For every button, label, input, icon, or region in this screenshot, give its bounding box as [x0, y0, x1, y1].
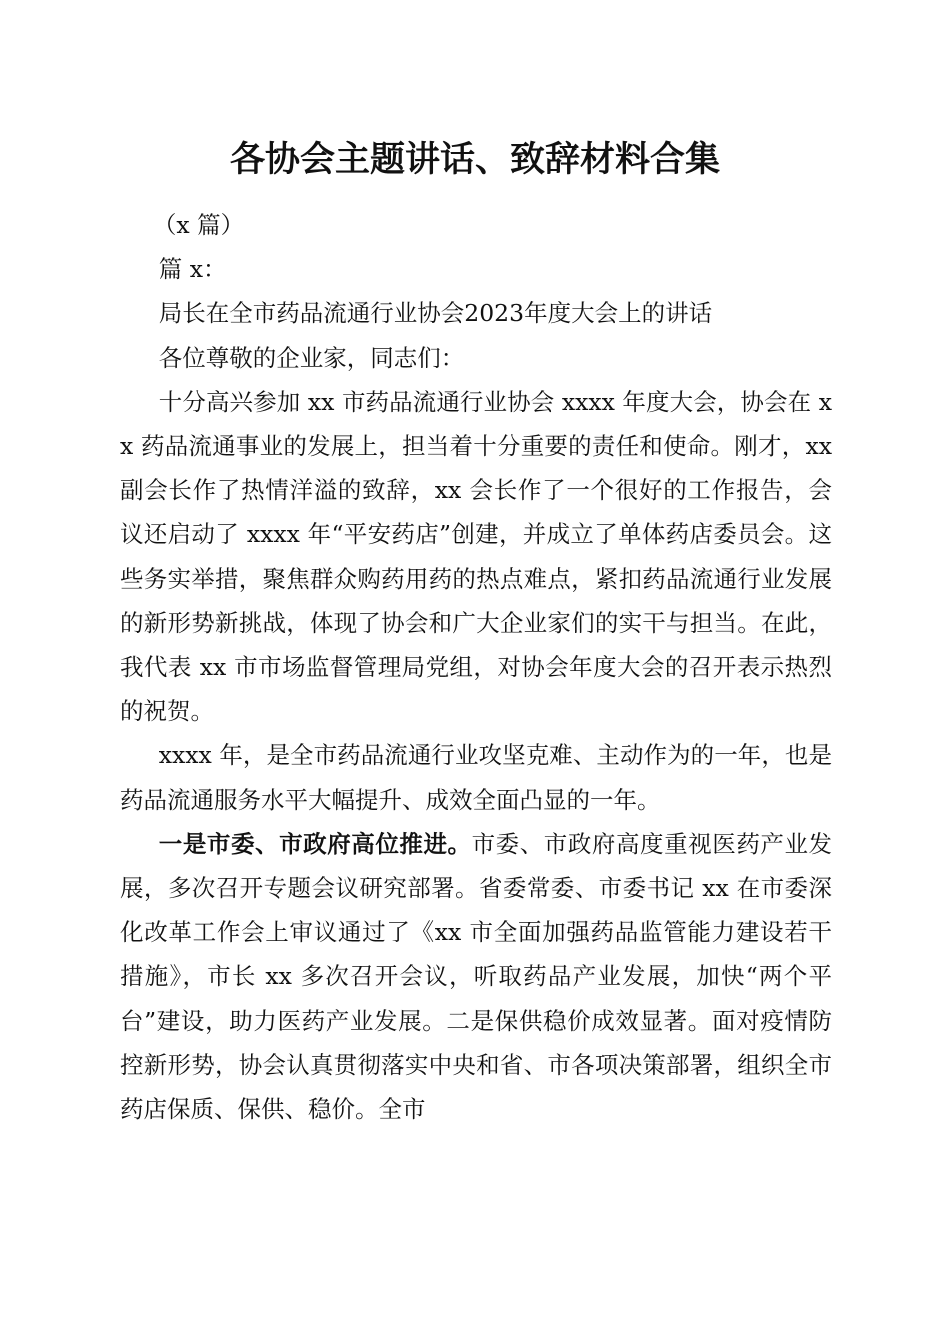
paragraph-3: [120, 822, 832, 1131]
paragraph-2: xxxx 年，是全市药品流通行业攻坚克难、主动作为的一年，也是药品流通服务水平大幅提升、成效全面凸显的一年。: [120, 741, 832, 814]
piece-count-note: （x 篇）: [152, 211, 245, 239]
speech-title: 局长在全市药品流通行业协会2023年度大会上的讲话: [158, 299, 713, 328]
document-title: 各协会主题讲话、致辞材料合集: [229, 140, 720, 180]
salutation: 各位尊敬的企业家，同志们：: [158, 343, 465, 372]
paragraph-1: 十分高兴参加 xx 市药品流通行业协会 xxxx 年度大会，协会在 xx 药品流通事业的发展上，担当着十分重要的责任和使命。刚才，xx 副会长作了热情洋溢的致辞，xx 会长作了一个很好的工作报告，会议还启动了 xxxx 年“平安药店”创建，并成立了单体药店委员会。这些务实举措，聚焦群众购药用药的热点难点，紧扣药品流通行业发展的新形势新挑战，体现了协会和广大企业家们的实干与担当。在此，我代表 xx 市市场监督管理局党组，对协会年度大会的召开表示热烈的祝贺。: [120, 387, 832, 726]
paragraph-3-lead: 一是市委、市政府高位推进。: [158, 829, 472, 858]
document-body: [120, 203, 832, 1131]
piece-label: 篇 x：: [158, 255, 227, 284]
paragraph-3-rest: 市委、市政府高度重视医药产业发展，多次召开专题会议研究部署。省委常委、市委书记 xx 在市委深化改革工作会上审议通过了《xx 市全面加强药品监管能力建设若干措施》，市长 xx 多次召开会议，听取药品产业发展，加快“两个平台”建设，助力医药产业发展。二是保供稳价成效显著。面对疫情防控新形势，协会认真贯彻落实中央和省、市各项决策部署，组织全市药店保质、保供、稳价。全市: [120, 829, 833, 1124]
